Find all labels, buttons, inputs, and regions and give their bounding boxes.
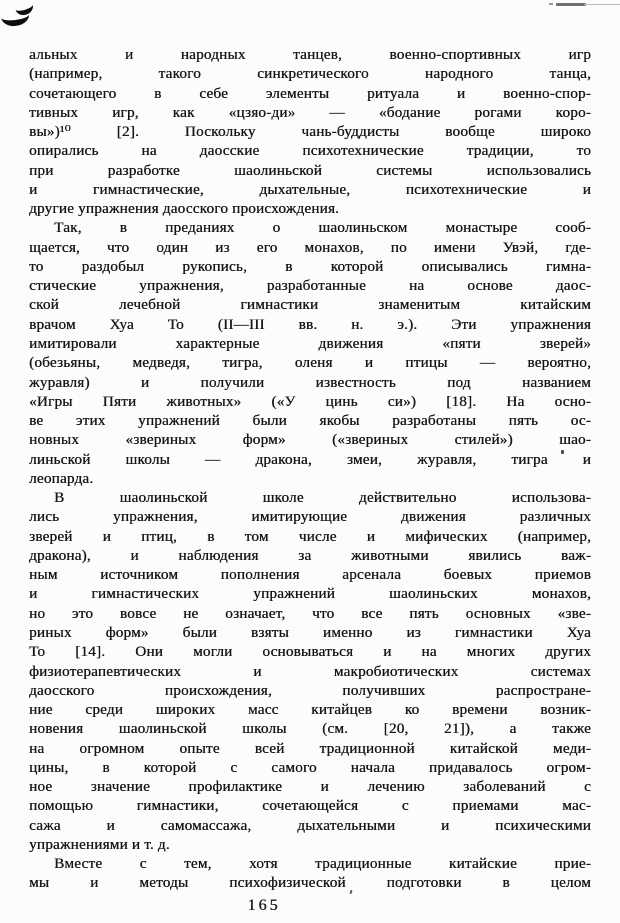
text-line: упражнениями и т. д. <box>29 835 170 853</box>
text-line: (обезьяны, медведя, тигра, оленя и птицы — вероятно, <box>29 354 591 372</box>
text-line: на огромном опыте всей традиционной китайской меди- <box>29 739 591 757</box>
page-text <box>29 45 591 893</box>
text-line: Вместе с тем, хотя традиционные китайские прие- <box>54 855 591 873</box>
text-line: дракона), и наблюдения за животными явились важ- <box>29 546 591 564</box>
text-line: щается, что один из его монахов, по имени Увэй, где- <box>29 238 591 256</box>
text-line: сочетающего в себе элементы ритуала и военно-спор- <box>29 84 591 102</box>
text-line: ве этих упражнений были якобы разработаны пять ос- <box>29 412 591 430</box>
text-line: имитировали характерные движения «пяти зверей» <box>29 334 591 352</box>
text-line: мы и методы психофизической подготовки в целом <box>29 874 591 892</box>
text-line: то раздобыл рукопись, в которой описывались гимна- <box>29 257 591 275</box>
text-line: риных форм» были взяты именно из гимнастики Хуа <box>29 623 591 641</box>
scan-line-artifact <box>556 3 586 6</box>
text-line: Так, в преданиях о шаолиньском монастыре сооб- <box>54 219 591 237</box>
text-line: другие упражнения даосского происхождения. <box>29 200 340 218</box>
text-line: и гимнастические, дыхательные, психотехнические и <box>29 180 591 198</box>
text-line: стические упражнения, разработанные на основе даос- <box>29 277 591 295</box>
text-line: и гимнастических упражнений шаолиньских монахов, <box>29 585 591 603</box>
text-line: врачом Хуа То (II—III вв. н. э.). Эти упражнения <box>29 315 591 333</box>
paragraph <box>29 218 591 488</box>
text-line: но это вовсе не означает, что все пять основных «зве- <box>29 604 591 622</box>
text-line: лись упражнения, имитирующие движения различных <box>29 508 591 526</box>
scan-line-artifact <box>584 4 620 5</box>
text-line: сажа и самомассажа, дыхательными и психическими <box>29 816 591 834</box>
ink-smudge-artifact <box>0 4 30 27</box>
text-line: тивных игр, как «цзяо-ди» — «бодание рогами коро- <box>29 103 591 121</box>
paragraph <box>29 488 591 854</box>
text-line: опирались на даосские психотехнические традиции, то <box>29 142 591 160</box>
text-line: То [14]. Они могли основываться и на многих других <box>29 643 591 661</box>
text-line: (например, такого синкретического народного танца, <box>29 65 591 83</box>
text-line: журавля) и получили известность под названием <box>29 373 591 391</box>
text-line: при разработке шаолиньской системы использовались <box>29 161 591 179</box>
text-line: леопарда. <box>29 469 94 487</box>
text-line: цины, в которой с самого начала придавалось огром- <box>29 758 591 776</box>
text-line: зверей и птиц, в том числе и мифических (например, <box>29 527 591 545</box>
text-line: ное значение профилактике и лечению заболеваний с <box>29 778 591 796</box>
paragraph <box>29 854 591 893</box>
text-line: вы»)¹⁰ [2]. Поскольку чань-буддисты вообще широко <box>29 123 591 141</box>
paragraph <box>29 45 591 218</box>
page-number: 165 <box>247 897 281 914</box>
text-line: линьской школы — дракона, змеи, журавля, тигра и <box>29 450 591 468</box>
text-line: «Игры Пяти животных» («У цинь си») [18]. На осно- <box>29 392 591 410</box>
text-line: ным источником пополнения арсенала боевых приемов <box>29 566 591 584</box>
scan-line-artifact <box>549 3 553 5</box>
text-line: даосского происхождения, получивших распростране- <box>29 681 591 699</box>
text-line: физиотерапевтических и макробиотических системах <box>29 662 591 680</box>
text-line: В шаолиньской школе действительно использова- <box>54 489 591 507</box>
text-line: помощью гимнастики, сочетающейся с приемами мас- <box>29 797 591 815</box>
text-line: альных и народных танцев, военно-спортивных игр <box>29 46 591 63</box>
text-line: ской лечебной гимнастики знаменитым китайским <box>29 296 591 314</box>
text-line: ние среди широких масс китайцев ко времени возник- <box>29 701 591 719</box>
text-line: новных «звериных форм» («звериных стилей») шао- <box>29 431 591 449</box>
text-line: новения шаолиньской школы (см. [20, 21]), а также <box>29 720 591 738</box>
